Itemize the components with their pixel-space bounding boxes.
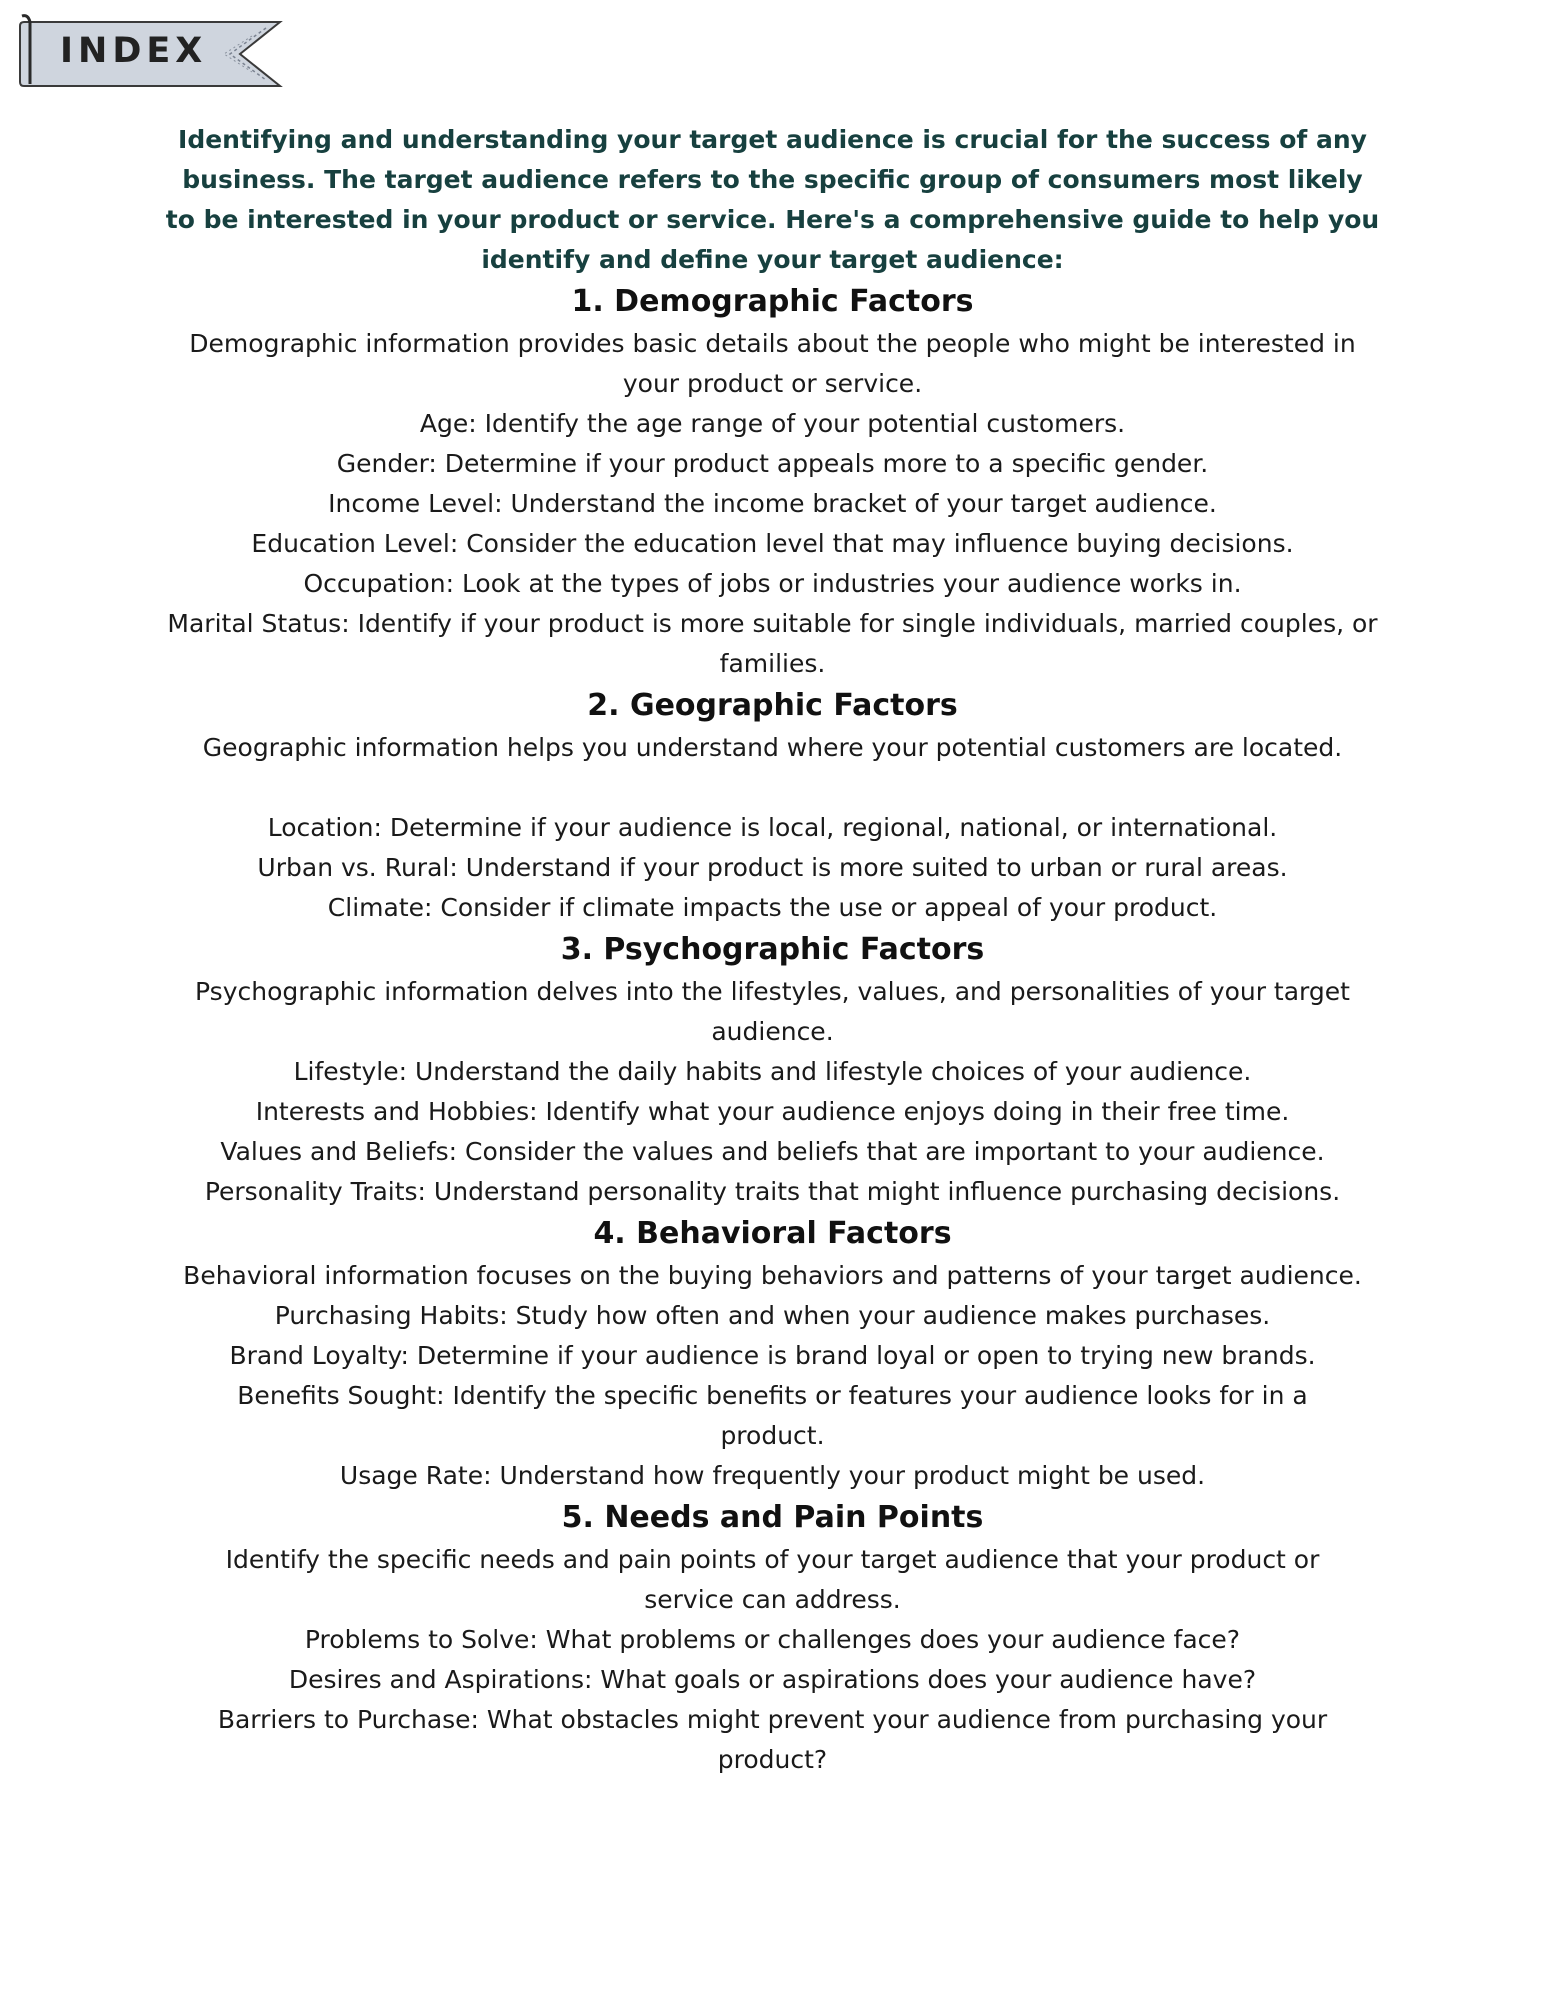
section-4 <box>120 1212 1425 1496</box>
section-heading: 4. Behavioral Factors <box>593 1216 952 1251</box>
document-body <box>120 120 1425 1780</box>
section-heading: 3. Psychographic Factors <box>560 932 985 967</box>
section-item: Marital Status: Identify if your product is more suitable for single individuals, married couples, or families. <box>167 609 1378 678</box>
section-heading: 1. Demographic Factors <box>571 284 974 319</box>
section-item: Occupation: Look at the types of jobs or industries your audience works in. <box>303 569 1242 598</box>
section-item: Climate: Consider if climate impacts the use or appeal of your product. <box>327 893 1218 922</box>
section-item: Personality Traits: Understand personality traits that might influence purchasing decisions. <box>204 1177 1341 1206</box>
blank-line <box>120 768 1425 808</box>
section-item: Desires and Aspirations: What goals or aspirations does your audience have? <box>288 1665 1257 1694</box>
section-item: Age: Identify the age range of your potential customers. <box>419 409 1126 438</box>
section-item: Brand Loyalty: Determine if your audience is brand loyal or open to trying new brands. <box>229 1341 1316 1370</box>
section-item: Purchasing Habits: Study how often and when your audience makes purchases. <box>274 1301 1271 1330</box>
section-description: Behavioral information focuses on the buying behaviors and patterns of your target audience. <box>183 1261 1362 1290</box>
section-description: Identify the specific needs and pain points of your target audience that your product or service can address. <box>225 1545 1320 1614</box>
section-heading: 2. Geographic Factors <box>587 688 958 723</box>
section-description: Geographic information helps you understand where your potential customers are located. <box>202 733 1343 762</box>
section-item: Lifestyle: Understand the daily habits and lifestyle choices of your audience. <box>293 1057 1252 1086</box>
section-heading: 5. Needs and Pain Points <box>561 1500 984 1535</box>
section-item: Benefits Sought: Identify the specific benefits or features your audience looks for in a product. <box>237 1381 1308 1450</box>
section-1 <box>120 280 1425 684</box>
index-title: INDEX <box>60 31 208 71</box>
section-item: Education Level: Consider the education level that may influence buying decisions. <box>251 529 1294 558</box>
section-description: Psychographic information delves into the lifestyles, values, and personalities of your target audience. <box>195 977 1350 1046</box>
section-item: Usage Rate: Understand how frequently your product might be used. <box>339 1461 1206 1490</box>
section-5 <box>120 1496 1425 1780</box>
section-item: Barriers to Purchase: What obstacles might prevent your audience from purchasing your product? <box>217 1705 1328 1774</box>
section-item: Income Level: Understand the income bracket of your target audience. <box>328 489 1217 518</box>
section-2 <box>120 684 1425 928</box>
section-item: Values and Beliefs: Consider the values and beliefs that are important to your audience. <box>220 1137 1325 1166</box>
section-item: Location: Determine if your audience is local, regional, national, or international. <box>267 813 1278 842</box>
section-item: Gender: Determine if your product appeals more to a specific gender. <box>336 449 1209 478</box>
section-item: Problems to Solve: What problems or challenges does your audience face? <box>304 1625 1241 1654</box>
section-item: Urban vs. Rural: Understand if your product is more suited to urban or rural areas. <box>257 853 1288 882</box>
section-item: Interests and Hobbies: Identify what your audience enjoys doing in their free time. <box>255 1097 1290 1126</box>
intro-paragraph: Identifying and understanding your target audience is crucial for the success of any business. The target audience refers to the specific group of consumers most likely to be interested in your product or service. Here's a comprehensive guide to help you identify and define your target audience: <box>165 125 1380 274</box>
section-description: Demographic information provides basic details about the people who might be interested in your product or service. <box>189 329 1356 398</box>
sections-container <box>120 280 1425 1780</box>
section-3 <box>120 928 1425 1212</box>
index-tab <box>18 14 288 90</box>
